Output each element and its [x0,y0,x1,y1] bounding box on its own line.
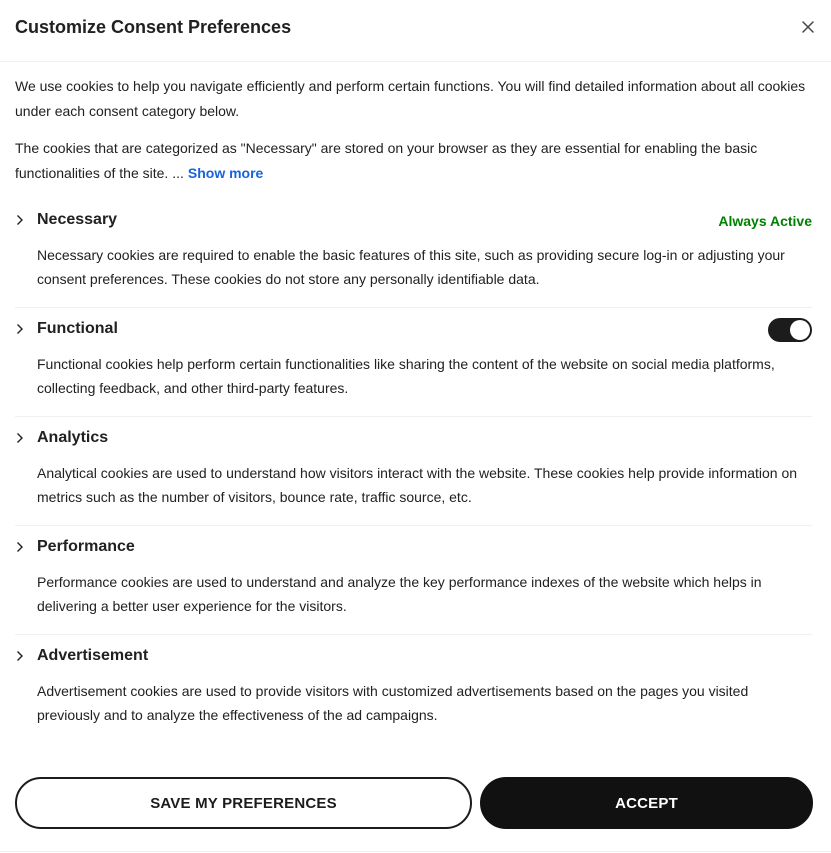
category-description: Performance cookies are used to understand and analyze the key performance indexes of the website which helps in delivering a better user experience for the visitors. [37,574,762,614]
category-header[interactable] [15,645,812,669]
functional-toggle[interactable] [768,318,812,342]
category-advertisement [15,645,812,735]
category-performance [15,536,812,635]
intro-text [15,74,815,185]
save-preferences-button[interactable]: SAVE MY PREFERENCES [15,777,472,829]
chevron-right-icon[interactable] [15,649,25,663]
chevron-right-icon[interactable] [15,540,25,554]
category-title[interactable]: Analytics [37,429,109,446]
toggle-knob [790,320,810,340]
category-title[interactable]: Functional [37,320,118,337]
accept-button[interactable]: ACCEPT [480,777,813,829]
category-description: Functional cookies help perform certain functionalities like sharing the content of the website on social media platforms, collecting feedback, and other third-party features. [37,356,775,396]
category-title[interactable]: Advertisement [37,647,149,664]
intro-paragraph-text: The cookies that are categorized as "Necessary" are stored on your browser as they are essential for enabling the basic functionalities of the site. ... [15,140,758,181]
category-functional [15,318,812,417]
footer-divider [0,851,831,852]
intro-paragraph: We use cookies to help you navigate efficiently and perform certain functions. You will find detailed information about all cookies under each consent category below. [15,78,806,119]
category-title[interactable]: Performance [37,538,135,555]
category-header[interactable] [15,209,812,233]
chevron-right-icon[interactable] [15,213,25,227]
category-header[interactable] [15,318,812,342]
intro-paragraph-necessary [15,136,815,185]
modal-title: Customize Consent Preferences [15,17,292,37]
close-icon[interactable] [800,19,816,35]
category-header[interactable] [15,536,812,560]
modal-header [0,0,831,62]
category-description: Analytical cookies are used to understand how visitors interact with the website. These cookies help provide information on metrics such as the number of visitors, bounce rate, traffic source, etc. [37,465,798,505]
category-title[interactable]: Necessary [37,211,118,228]
chevron-right-icon[interactable] [15,431,25,445]
category-necessary [15,209,812,308]
category-header[interactable] [15,427,812,451]
category-analytics [15,427,812,526]
always-active-label: Always Active [718,213,812,229]
chevron-right-icon[interactable] [15,322,25,336]
category-description: Advertisement cookies are used to provide visitors with customized advertisements based on the pages you visited previously and to analyze the effectiveness of the ad campaigns. [37,683,749,723]
show-more-link[interactable]: Show more [187,164,264,181]
category-description: Necessary cookies are required to enable the basic features of this site, such as providing secure log-in or adjusting your consent preferences. These cookies do not store any personally identifiable data. [37,247,785,287]
